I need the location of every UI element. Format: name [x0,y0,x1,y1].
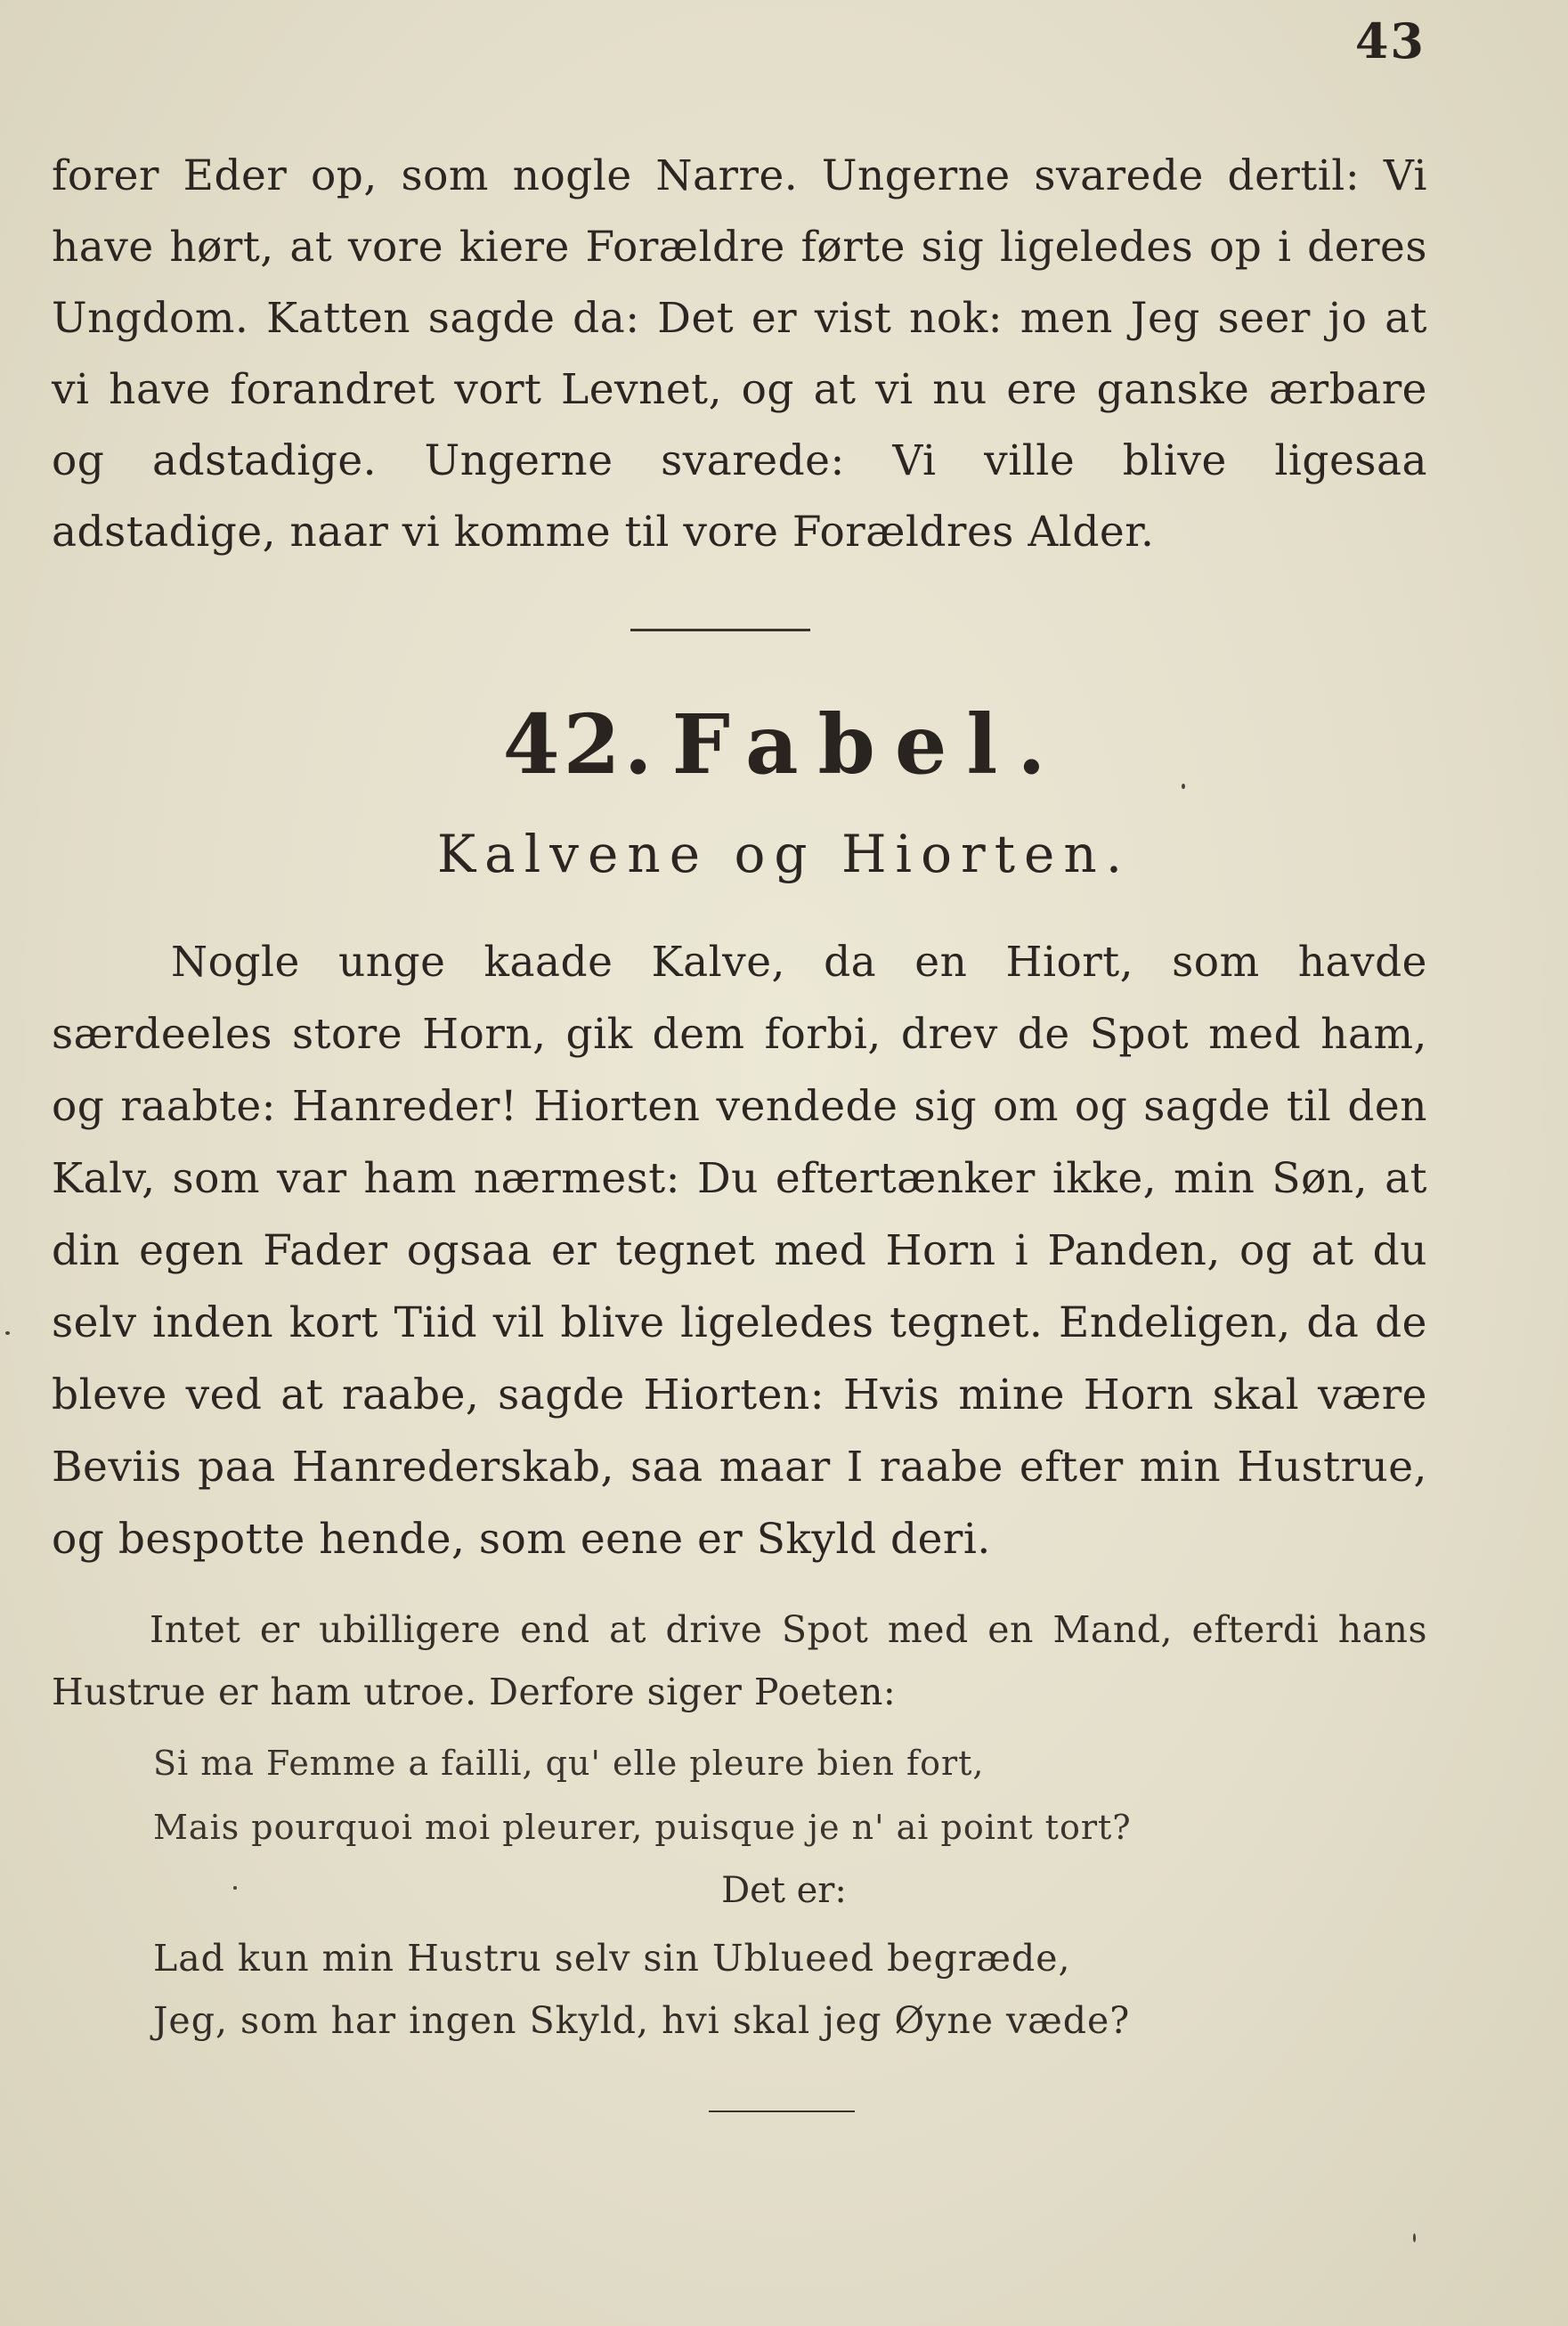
fable-heading [0,696,1568,793]
fable-subtitle: Kalvene og Hiorten. [436,824,1132,884]
fable-title: Fabel. [671,696,1066,793]
continued-paragraph [52,141,1427,568]
verse-intro: Det er: [721,1870,847,1911]
paper-speck [1182,784,1185,789]
paper-speck [1413,2233,1416,2242]
section-divider-top [630,629,810,631]
verse-danish-line-1: Lad kun min Hustru selv sin Ublueed begræde, [153,1937,1071,1980]
verse-french-line-1: Si ma Femme a failli, qu' elle pleure bien fort, [153,1744,985,1783]
paper-speck [233,1886,237,1890]
continued-paragraph-text: forer Eder op, som nogle Narre. Ungerne svarede dertil: Vi have hørt, at vore kiere Forældre førte sig ligeledes op i deres Ungdom. Katten sagde da: Det er vist nok: men Jeg seer jo at vi have forandret vort Levnet, og at vi nu ere ganske ærbare og adstadige. Ungerne svarede: Vi ville blive ligesaa adstadige, naar vi komme til vore Forældres Alder. [52,151,1427,557]
moral-section [52,1598,1427,1723]
section-divider-bottom [709,2110,855,2112]
fable-number: 42. [502,696,656,793]
fable-story [52,926,1427,1575]
verse-french-line-2: Mais pourquoi moi pleurer, puisque je n' ai point tort? [153,1808,1132,1847]
page-number: 43 [1354,12,1426,69]
verse-danish-line-2: Jeg, som har ingen Skyld, hvi skal jeg Øyne væde? [153,1999,1131,2042]
moral-text: Intet er ubilligere end at drive Spot med en Mand, efterdi hans Hustrue er ham utroe. Derfore siger Poeten: [52,1608,1427,1713]
fable-story-text: Nogle unge kaade Kalve, da en Hiort, som havde særdeeles store Horn, gik dem forbi, drev de Spot med ham, og raabte: Hanreder! Hiorten vendede sig om og sagde til den Kalv, som var ham nærmest: Du eftertænker ikke, min Søn, at din egen Fader ogsaa er tegnet med Horn i Panden, og at du selv inden kort Tiid vil blive ligeledes tegnet. Endeligen, da de bleve ved at raabe, sagde Hiorten: Hvis mine Horn skal være Beviis paa Hanrederskab, saa maar I raabe efter min Hustrue, og bespotte hende, som eene er Skyld deri. [52,938,1427,1564]
paper-speck [5,1331,10,1335]
